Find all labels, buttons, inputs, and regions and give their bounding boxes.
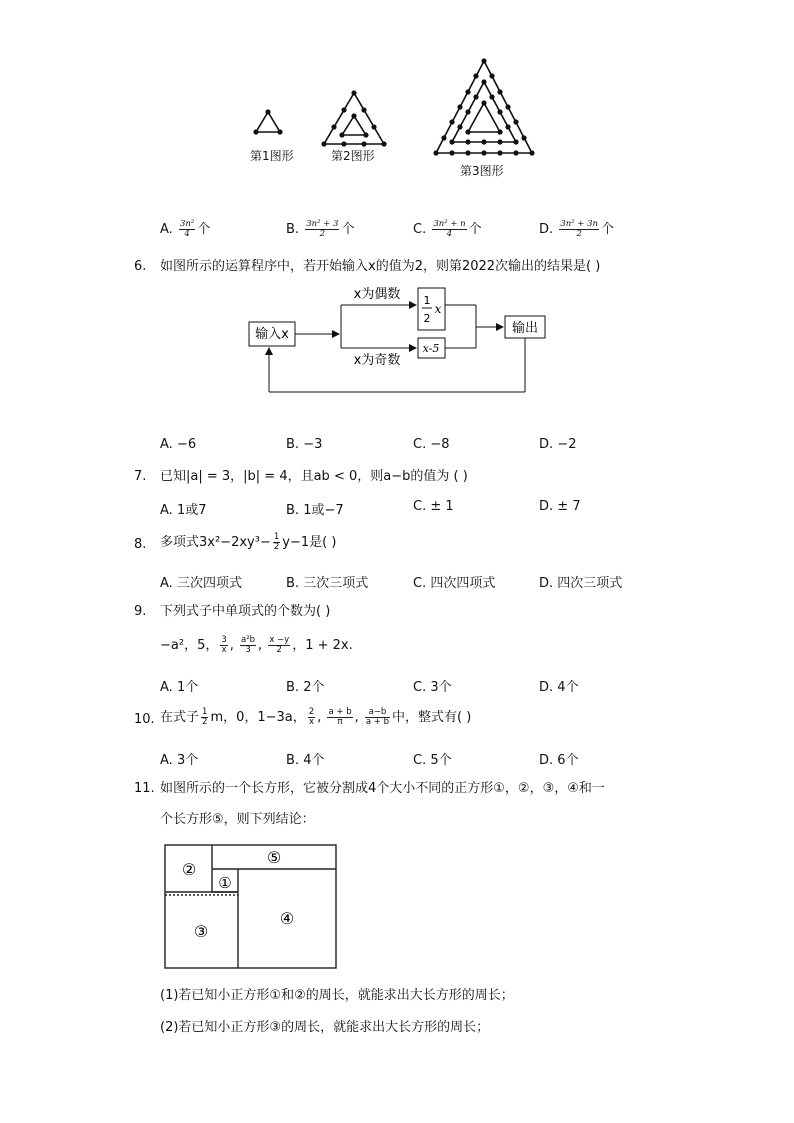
q8-option-d[interactable]: D. 四次三项式 (539, 576, 623, 591)
q9-stem: 下列式子中单项式的个数为( ) (160, 604, 331, 619)
flow-output-label: 输出 (511, 321, 539, 336)
flow-half-var: x (434, 302, 442, 316)
q11-conclusion-1: (1)若已知小正方形①和②的周长，就能求出大长方形的周长； (160, 988, 514, 1003)
q6-stem: 如图所示的运算程序中，若开始输入x的值为2，则第2022次输出的结果是( ) (160, 259, 601, 274)
q8-stem: 多项式3x²−2xy³− $\frac{1}{2}$ y−1是( ) (160, 532, 337, 552)
q7-number: 7. (134, 469, 147, 484)
region-2-label: ② (181, 860, 197, 879)
region-4-label: ④ (279, 909, 295, 928)
figure-1 (256, 112, 280, 132)
q7-option-a[interactable]: A. 1或7 (160, 503, 207, 518)
q6-option-b[interactable]: B. −3 (286, 437, 323, 452)
q5-option-b[interactable]: B. $\frac{\text{3n² + 3}}{2}$ 个 (286, 219, 355, 239)
q10-option-a[interactable]: A. 3个 (160, 753, 199, 768)
q10-option-b[interactable]: B. 4个 (286, 753, 325, 768)
q5-option-a[interactable]: A. $\frac{\text{3n²}}{4}$ 个 (160, 219, 211, 239)
figure-2-label: 第2图形 (331, 149, 375, 163)
figure-3 (436, 61, 532, 153)
q11-conclusion-2: (2)若已知小正方形③的周长，就能求出大长方形的周长； (160, 1020, 490, 1035)
q10-stem: 在式子 $\frac{1}{2}$ m，0，1−3a， $\frac{2}{x}$ , $\frac{a + b}{\pi}$ , $\frac{a-b}{a + b}$ 中，整式有( ) (160, 707, 472, 727)
q9-option-d[interactable]: D. 4个 (539, 680, 579, 695)
q6-option-c[interactable]: C. −8 (413, 437, 450, 452)
region-1-label: ① (218, 874, 232, 892)
q5-option-d[interactable]: D. $\frac{\text{3n² + 3n}}{2}$ 个 (539, 219, 615, 239)
q6-flowchart (240, 280, 560, 400)
figure-1-label: 第1图形 (250, 149, 294, 163)
q8-option-b[interactable]: B. 三次三项式 (286, 576, 369, 591)
q6-number: 6. (134, 259, 147, 274)
q7-option-b[interactable]: B. 1或−7 (286, 503, 344, 518)
q9-option-a[interactable]: A. 1个 (160, 680, 199, 695)
figure-3-label: 第3图形 (460, 164, 504, 178)
q10-option-c[interactable]: C. 5个 (413, 753, 452, 768)
q7-option-c[interactable]: C. ± 1 (413, 499, 454, 514)
region-3-label: ③ (193, 922, 209, 941)
q11-stem-line-2: 个长方形⑤，则下列结论： (160, 812, 315, 827)
q8-option-a[interactable]: A. 三次四项式 (160, 576, 242, 591)
q9-option-c[interactable]: C. 3个 (413, 680, 452, 695)
q8-number: 8. (134, 537, 147, 552)
q6-option-a[interactable]: A. −6 (160, 437, 197, 452)
q10-option-d[interactable]: D. 6个 (539, 753, 579, 768)
flow-minus-label: x-5 (422, 342, 440, 355)
q10-number: 10. (134, 712, 155, 727)
flow-input-label: 输入x (255, 327, 289, 342)
q7-option-d[interactable]: D. ± 7 (539, 499, 581, 514)
q9-option-b[interactable]: B. 2个 (286, 680, 325, 695)
region-5-label: ⑤ (266, 848, 282, 867)
q9-expressions: −a²，5， $\frac{3}{x}$ , $\frac{\text{a²b}}{3}$ , $\frac{x -y}{2}$ ，1 + 2x. (160, 635, 353, 655)
q8-option-c[interactable]: C. 四次四项式 (413, 576, 496, 591)
q9-number: 9. (134, 604, 147, 619)
q6-option-d[interactable]: D. −2 (539, 437, 577, 452)
flow-odd-label: x为奇数 (353, 353, 401, 368)
q11-rectangle-diagram (160, 840, 345, 975)
q7-stem: 已知|a| = 3，|b| = 4，且ab < 0，则a−b的值为 ( ) (160, 469, 468, 484)
q11-stem-line-1: 如图所示的一个长方形，它被分割成4个大小不同的正方形①，②，③，④和一 (160, 781, 605, 796)
flow-half-num: 1 (423, 294, 431, 307)
q11-number: 11. (134, 781, 155, 796)
q5-option-c[interactable]: C. $\frac{\text{3n² + n}}{4}$ 个 (413, 219, 482, 239)
flow-even-label: x为偶数 (353, 287, 401, 302)
flow-half-den: 2 (423, 312, 431, 325)
